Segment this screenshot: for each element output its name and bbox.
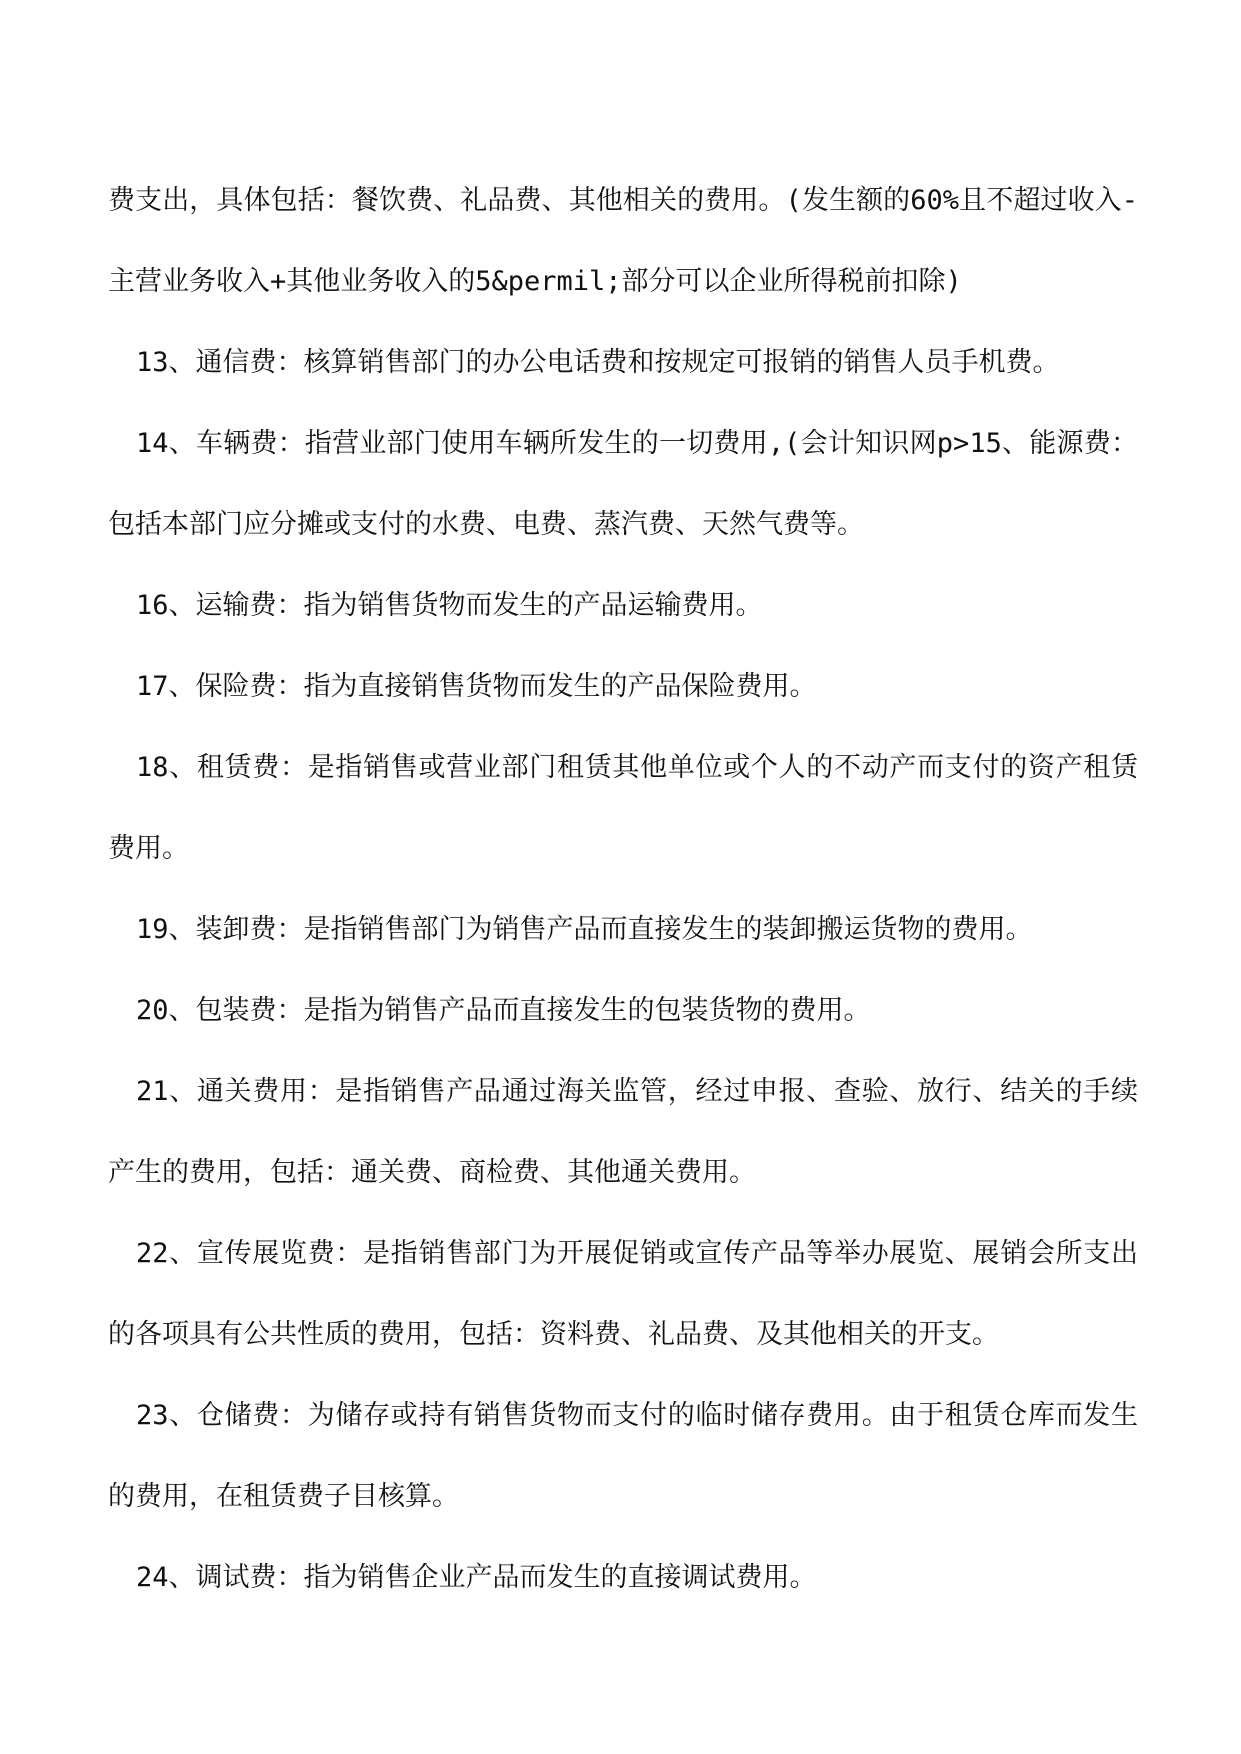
paragraph-18-rental-fee: 18、租赁费：是指销售或营业部门租赁其他单位或个人的不动产而支付的资产租赁费用。 bbox=[108, 752, 1138, 864]
paragraph-13-communication-fee: 13、通信费：核算销售部门的办公电话费和按规定可报销的销售人员手机费。 bbox=[136, 347, 1060, 378]
paragraph-24-debugging-fee: 24、调试费：指为销售企业产品而发生的直接调试费用。 bbox=[136, 1562, 817, 1593]
paragraph-17-insurance-fee: 17、保险费：指为直接销售货物而发生的产品保险费用。 bbox=[136, 671, 817, 702]
paragraph-21-customs-fee: 21、通关费用：是指销售产品通过海关监管，经过申报、查验、放行、结关的手续产生的费用，包括：通关费、商检费、其他通关费用。 bbox=[108, 1076, 1138, 1188]
paragraph-19-handling-fee: 19、装卸费：是指销售部门为销售产品而直接发生的装卸搬运货物的费用。 bbox=[136, 914, 1033, 945]
paragraph-14-vehicle-fee: 14、车辆费：指营业部门使用车辆所发生的一切费用,(会计知识网p>15、能源费：包括本部门应分摊或支付的水费、电费、蒸汽费、天然气费等。 bbox=[108, 428, 1138, 540]
paragraph-entertainment-continued: 费支出，具体包括：餐饮费、礼品费、其他相关的费用。(发生额的60%且不超过收入-主营业务收入+其他业务收入的5&permil;部分可以企业所得税前扣除) bbox=[108, 185, 1138, 297]
paragraph-23-storage-fee: 23、仓储费：为储存或持有销售货物而支付的临时储存费用。由于租赁仓库而发生的费用，在租赁费子目核算。 bbox=[108, 1400, 1138, 1512]
paragraph-16-transport-fee: 16、运输费：指为销售货物而发生的产品运输费用。 bbox=[136, 590, 763, 621]
document-body bbox=[108, 160, 1138, 1618]
paragraph-20-packaging-fee: 20、包装费：是指为销售产品而直接发生的包装货物的费用。 bbox=[136, 995, 871, 1026]
paragraph-22-exhibition-fee: 22、宣传展览费：是指销售部门为开展促销或宣传产品等举办展览、展销会所支出的各项具有公共性质的费用，包括：资料费、礼品费、及其他相关的开支。 bbox=[108, 1238, 1138, 1350]
